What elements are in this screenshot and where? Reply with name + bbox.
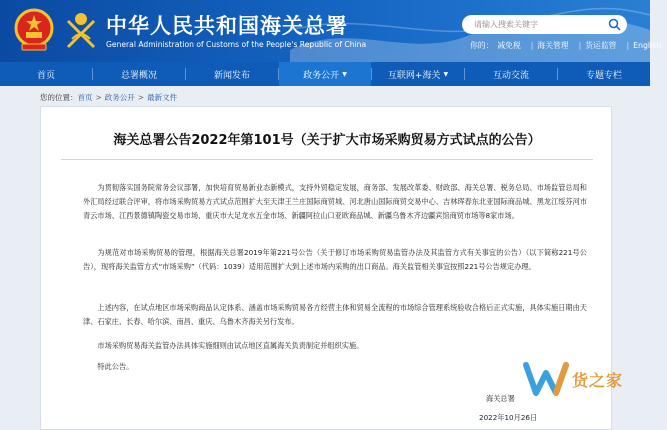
nav-item-news[interactable] bbox=[186, 62, 278, 86]
nav-item-gov-affairs[interactable] bbox=[279, 62, 371, 86]
nav-item-home[interactable] bbox=[0, 62, 92, 86]
customs-logo-icon bbox=[62, 9, 100, 51]
link-separator: | bbox=[530, 41, 534, 50]
article-paragraph-4: 市场采购贸易海关监管办法具体实施细则由试点地区直属海关负责制定并组织实施。 bbox=[97, 341, 364, 350]
breadcrumb bbox=[40, 92, 177, 103]
link-separator: | bbox=[626, 41, 630, 50]
breadcrumb-separator: > bbox=[95, 93, 102, 102]
signing-date: 2022年10月26日 bbox=[479, 413, 538, 422]
title-divider bbox=[61, 159, 593, 160]
breadcrumb-separator: > bbox=[137, 93, 145, 102]
nav-label: 政务公开 bbox=[303, 70, 340, 81]
breadcrumb-prefix: 您的位置： bbox=[40, 93, 78, 102]
article-paragraph-1: 为贯彻落实国务院常务会议部署，加快培育贸易新业态新模式，支持外贸稳定发展，商务部、发展改革委、财政部、海关总署、税务总局、市场监管总局和外汇局经过联合评审，将市场采购贸易方式试点范围扩大至天津王兰庄国际商贸城、河北唐山国际商贸交易中心、吉林珲春东北亚国际商品城、黑龙江绥芬河市青云市场、江西景德镇陶瓷交易市场、重庆市大足龙水五金市场、新疆阿拉山口亚欧商品城、新疆乌鲁木齐边疆宾馆商贸市场等8家市场。 bbox=[83, 183, 587, 220]
quick-links bbox=[470, 40, 667, 51]
chevron-down-icon: ▼ bbox=[342, 70, 347, 78]
nav-label: 互联网+海关 bbox=[387, 70, 441, 81]
search-input[interactable] bbox=[462, 15, 627, 34]
nav-label: 总署概况 bbox=[120, 70, 157, 81]
breadcrumb-home[interactable]: 首页 bbox=[77, 93, 93, 102]
article-title: 海关总署公告2022年第101号（关于扩大市场采购贸易方式试点的公告） bbox=[113, 133, 541, 148]
link-separator: | bbox=[578, 41, 582, 50]
quick-link-english[interactable]: English bbox=[633, 41, 662, 50]
quick-links-label: 你的： bbox=[470, 41, 494, 50]
site-header bbox=[0, 0, 662, 62]
national-emblem-icon bbox=[14, 8, 54, 52]
nav-label: 专题专栏 bbox=[585, 70, 622, 81]
nav-item-special-topics[interactable] bbox=[558, 62, 650, 86]
nav-label: 互动交流 bbox=[492, 70, 529, 81]
nav-item-overview[interactable] bbox=[93, 62, 185, 86]
breadcrumb-latest-docs[interactable]: 最新文件 bbox=[147, 93, 178, 102]
breadcrumb-gov-affairs[interactable]: 政务公开 bbox=[104, 93, 135, 102]
search-icon[interactable] bbox=[608, 18, 621, 31]
nav-item-internet-plus[interactable] bbox=[372, 62, 464, 86]
article-paragraph-3: 上述内容，在试点地区市场采购商品认定体系、涵盖市场采购贸易各方经营主体和贸易全流程的市场综合管理系统验收合格后正式实施，具体实施日期由天津、石家庄、长春、哈尔滨、南昌、重庆、乌鲁木齐海关另行发布。 bbox=[83, 303, 587, 326]
quick-link-tax-exemption[interactable]: 减免税 bbox=[497, 41, 521, 50]
quick-link-cargo-supervision[interactable]: 货运监管 bbox=[585, 41, 617, 50]
watermark-text: 货之家 bbox=[572, 371, 624, 390]
article-paragraph-5: 特此公告。 bbox=[97, 362, 134, 371]
quick-link-customs-management[interactable]: 海关管理 bbox=[537, 41, 569, 50]
article-paragraph-2: 为规范对市场采购贸易的管理，根据海关总署2019年第221号公告（关于修订市场采购贸易监管办法及其监管方式有关事宜的公告）（以下简称221号公告），现将海关监管方式“市场采购”（代码：1039）适用范围扩大到上述市场内采购的出口商品。海关监管相关事宜按照221号公告规定办理。 bbox=[83, 248, 587, 271]
signing-organization: 海关总署 bbox=[486, 394, 515, 403]
nav-label: 首页 bbox=[36, 70, 55, 81]
nav-item-interaction[interactable] bbox=[465, 62, 557, 86]
main-nav bbox=[0, 62, 650, 86]
site-title[interactable]: 中华人民共和国海关总署 bbox=[106, 14, 348, 38]
nav-label: 新闻发布 bbox=[213, 70, 250, 81]
site-subtitle: General Administration of Customs of the People's Republic of China bbox=[106, 40, 367, 49]
chevron-down-icon: ▼ bbox=[443, 70, 449, 78]
